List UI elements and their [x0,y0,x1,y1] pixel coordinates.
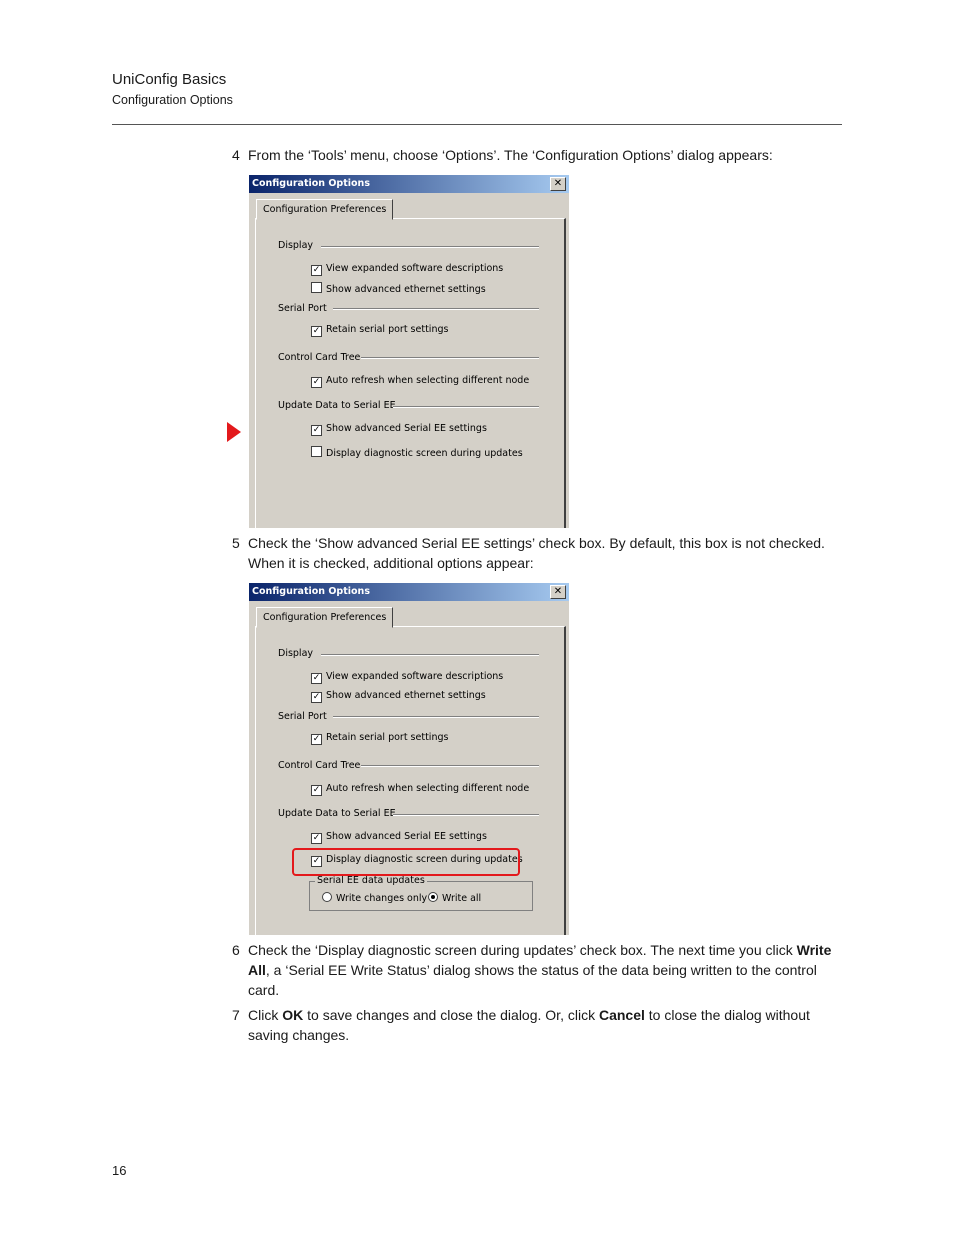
step-4 [232,145,842,165]
checkbox-label: Show advanced Serial EE settings [326,423,487,434]
radio-label: Write all [442,893,482,904]
radio-selected-icon [428,892,438,902]
checkbox-show-advanced-serial-ee[interactable] [311,423,487,436]
step-text-part: to save changes and close the dialog. Or, click [303,1007,599,1023]
checkbox-checked-icon: ✓ [312,692,321,702]
checkbox-checked-icon: ✓ [312,833,321,843]
dialog-titlebar [249,175,569,193]
checkbox-label: Display diagnostic screen during updates [326,448,523,459]
checkbox-unchecked-icon [311,446,322,457]
checkbox-checked-icon: ✓ [312,425,321,435]
checkbox-checked-icon: ✓ [312,734,321,744]
dialog-title: Configuration Options [252,178,370,189]
checkbox-checked-icon: ✓ [312,326,321,336]
checkbox-label: View expanded software descriptions [326,671,504,682]
radio-write-changes-only[interactable] [322,892,427,904]
checkbox-show-advanced-ethernet[interactable] [311,690,486,703]
pointer-arrow-icon [227,422,241,442]
checkbox-checked-icon: ✓ [312,265,321,275]
group-label-update-serial-ee: Update Data to Serial EE [278,808,396,819]
step-text-part: Click [248,1007,283,1023]
group-divider [361,765,539,767]
checkbox-show-advanced-serial-ee[interactable] [311,831,487,844]
checkbox-label: View expanded software descriptions [326,263,504,274]
group-label-serial-port: Serial Port [278,711,327,722]
dialog-titlebar [249,583,569,601]
fieldset-legend: Serial EE data updates [317,875,425,886]
group-label-display: Display [278,240,314,251]
checkbox-checked-icon: ✓ [312,856,321,866]
group-divider [393,406,539,408]
group-label-serial-port: Serial Port [278,303,327,314]
group-divider [361,357,539,359]
checkbox-view-expanded-descriptions[interactable] [311,671,503,684]
write-all-emphasis: Write All [248,942,832,978]
group-label-control-card-tree: Control Card Tree [278,352,361,363]
header-subtitle: Configuration Options [112,93,233,107]
radio-unselected-icon [322,892,332,902]
checkbox-retain-serial-port[interactable] [311,324,448,337]
step-5 [232,533,842,573]
checkbox-label: Display diagnostic screen during updates [326,854,523,865]
step-text-part: , a ‘Serial EE Write Status’ dialog shows the status of the data being written to the control card. [248,962,817,998]
checkbox-checked-icon: ✓ [312,673,321,683]
checkbox-checked-icon: ✓ [312,377,321,387]
step-text [248,1005,842,1045]
page-number: 16 [112,1163,127,1178]
checkbox-label: Auto refresh when selecting different node [326,375,530,386]
close-icon: ✕ [553,178,563,189]
dialog-title: Configuration Options [252,586,370,597]
group-divider [393,814,539,816]
step-number: 4 [232,147,240,163]
step-6 [232,940,842,1000]
tab-configuration-preferences[interactable]: Configuration Preferences [256,199,393,220]
group-label-display: Display [278,648,314,659]
checkbox-auto-refresh[interactable] [311,375,529,388]
group-label-control-card-tree: Control Card Tree [278,760,361,771]
highlight-box [292,848,520,876]
step-number: 5 [232,535,240,551]
checkbox-label: Retain serial port settings [326,732,449,743]
header-title: UniConfig Basics [112,71,227,88]
close-button[interactable] [550,177,566,191]
group-divider [321,654,539,656]
checkbox-checked-icon: ✓ [312,785,321,795]
step-number: 7 [232,1007,240,1023]
checkbox-display-diagnostic-screen[interactable] [311,446,523,459]
step-text: Check the ‘Show advanced Serial EE settings’ check box. By default, this box is not checked. When it is checked, additional options appear: [248,535,825,571]
step-text: From the ‘Tools’ menu, choose ‘Options’. The ‘Configuration Options’ dialog appears: [248,147,773,163]
checkbox-show-advanced-ethernet[interactable] [311,282,486,295]
step-number: 6 [232,942,240,958]
cancel-emphasis: Cancel [598,1007,645,1023]
checkbox-label: Retain serial port settings [326,324,449,335]
radio-write-all[interactable] [428,892,481,904]
close-button[interactable] [550,585,566,599]
header-divider [112,124,842,125]
checkbox-retain-serial-port[interactable] [311,732,448,745]
configuration-options-dialog-expanded [249,583,569,935]
group-divider [333,308,539,310]
serial-ee-data-updates-group [309,875,533,911]
checkbox-unchecked-icon [311,282,322,293]
step-text-part: Check the ‘Display diagnostic screen during updates’ check box. The next time you click [248,942,797,958]
ok-emphasis: OK [282,1007,304,1023]
group-divider [321,246,539,248]
close-icon: ✕ [553,586,563,597]
checkbox-label: Show advanced ethernet settings [326,284,486,295]
tab-configuration-preferences[interactable]: Configuration Preferences [256,607,393,628]
checkbox-label: Show advanced ethernet settings [326,690,486,701]
group-divider [333,716,539,718]
checkbox-view-expanded-descriptions[interactable] [311,263,503,276]
configuration-options-dialog [249,175,569,528]
step-7 [232,1005,842,1045]
radio-label: Write changes only [336,893,428,904]
group-label-update-serial-ee: Update Data to Serial EE [278,400,396,411]
step-text [248,940,842,1000]
step-text-part: to close the dialog without saving changes. [248,1007,810,1043]
checkbox-auto-refresh[interactable] [311,783,529,796]
checkbox-label: Auto refresh when selecting different node [326,783,530,794]
checkbox-label: Show advanced Serial EE settings [326,831,487,842]
